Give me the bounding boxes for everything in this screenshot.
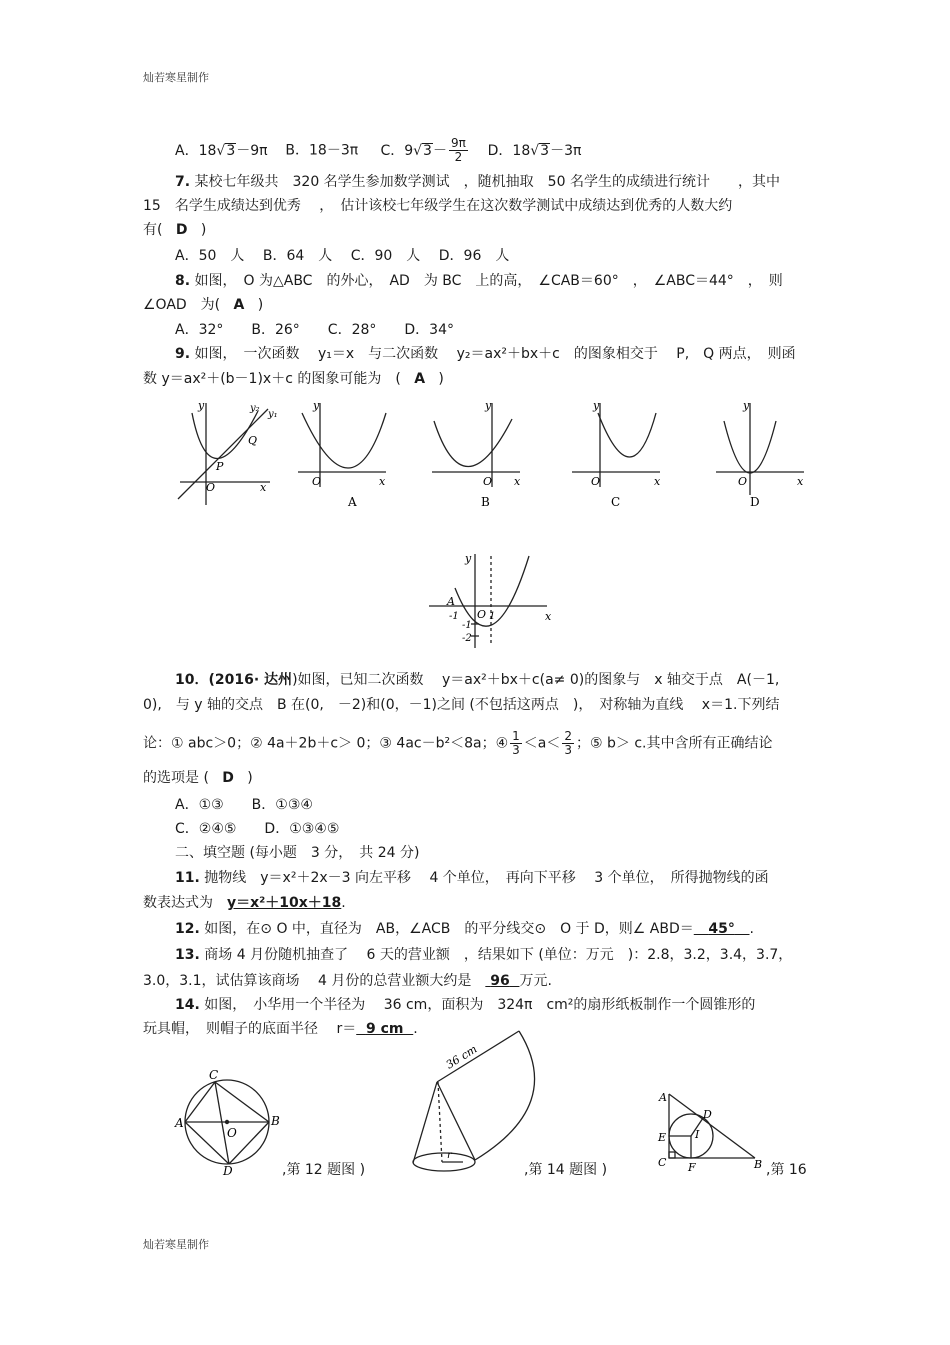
figure-12-caption: ,第 12 题图 ) xyxy=(282,1162,366,1178)
svg-text:O: O xyxy=(483,475,493,488)
q9-answer: A xyxy=(414,371,426,387)
q6-option-d: D．18√3－3π xyxy=(487,142,582,159)
figure-16-triangle xyxy=(655,1088,767,1176)
q7-line-1: 7. 某校七年级共 320 名学生参加数学测试 ，随机抽取 50 名学生的成绩进行统计 ，其中 xyxy=(175,174,780,190)
svg-text:-1: -1 xyxy=(449,611,459,622)
svg-text:x: x xyxy=(797,475,804,488)
svg-text:1: 1 xyxy=(489,611,496,622)
q9-choice-a-label: A xyxy=(348,495,357,509)
q6-option-a: A．18√3－9π xyxy=(175,142,268,159)
svg-text:D: D xyxy=(223,1164,233,1177)
q9-original-graph xyxy=(178,403,270,505)
svg-text:y: y xyxy=(198,399,205,412)
q14-line-1: 14. 如图， 小华用一个半径为 36 cm，面积为 324π cm²的扇形纸板制作一个圆锥形的 xyxy=(175,997,756,1013)
q10-line-2: 0), 与 y 轴的交点 B 在(0, －2)和(0，－1)之间 (不包括这两点 )， 对称轴为直线 x＝1.下列结 xyxy=(143,697,780,713)
svg-text:-2: -2 xyxy=(462,633,472,644)
svg-text:O: O xyxy=(312,475,322,488)
q6-option-b: B．18－3π xyxy=(285,142,359,159)
q9-choice-d-label: D xyxy=(750,495,760,509)
svg-text:B: B xyxy=(271,1114,280,1128)
q10-options-cd: C．②④⑤ D．①③④⑤ xyxy=(175,821,340,837)
q10-options-ab: A．①③ B．①③④ xyxy=(175,797,313,813)
svg-text:O: O xyxy=(591,475,601,488)
q7-options: A．50 人 B．64 人 C．90 人 D．96 人 xyxy=(175,248,510,264)
q12-answer: 45° xyxy=(708,921,735,937)
svg-text:x: x xyxy=(514,475,521,488)
q9-line-1: 9. 如图， 一次函数 y₁＝x 与二次函数 y₂＝ax²＋bx＋c 的图象相交于 P, Q 两点， 则函 xyxy=(175,346,796,362)
q11-line-2: 数表达式为 y＝x²＋10x＋18. xyxy=(143,895,346,911)
q13-line-2: 3.0，3.1，试估算该商场 4 月份的总营业额大约是 96 万元. xyxy=(143,973,552,989)
footer-watermark: 灿若寒星制作 xyxy=(143,1238,209,1251)
svg-text:O: O xyxy=(227,1126,237,1140)
q7-line-3: 有( D ) xyxy=(143,222,207,238)
q13-line-1: 13. 商场 4 月份随机抽查了 6 天的营业额 ，结果如下 (单位：万元 )：2.8，3.2，3.4，3.7， xyxy=(175,947,793,963)
q10-figure xyxy=(425,548,560,650)
svg-text:C: C xyxy=(209,1068,219,1082)
q9-choice-c-graph xyxy=(572,403,660,487)
q6-option-c: C．9√3－ $\frac{9\pi}{2}$ xyxy=(380,136,466,164)
q8-line-2: ∠OAD 为( A ) xyxy=(143,297,264,313)
q14-answer: 9 cm xyxy=(365,1021,404,1037)
svg-text:y: y xyxy=(593,399,600,412)
q10-line-1: 10．(2016· 达州)如图，已知二次函数 y＝ax²＋bx＋c(a≠ 0)的图象与 x 轴交于点 A(－1, xyxy=(175,672,780,688)
q11-line-1: 11. 抛物线 y＝x²＋2x－3 向左平移 4 个单位， 再向下平移 3 个单位， 所得抛物线的函 xyxy=(175,870,769,886)
q13-answer: 96 xyxy=(490,973,510,989)
svg-text:y₁: y₁ xyxy=(268,409,278,420)
svg-text:x: x xyxy=(545,610,552,623)
svg-text:F: F xyxy=(688,1161,696,1174)
header-watermark: 灿若寒星制作 xyxy=(143,71,209,84)
svg-text:E: E xyxy=(658,1131,667,1144)
svg-text:y: y xyxy=(485,399,492,412)
svg-text:C: C xyxy=(658,1156,667,1169)
svg-text:P: P xyxy=(216,460,224,473)
q9-choice-d-graph xyxy=(716,403,804,495)
svg-text:x: x xyxy=(260,481,267,494)
figure-14-cone xyxy=(405,1025,555,1177)
q6-options xyxy=(175,137,581,164)
q12-line: 12. 如图，在⊙ O 中，直径为 AB，∠ACB 的平分线交⊙ O 于 D，则∠ ABD＝ 45° . xyxy=(175,921,754,937)
svg-text:y₂: y₂ xyxy=(250,403,260,414)
svg-text:x: x xyxy=(379,475,386,488)
q10-answer: D xyxy=(222,770,234,786)
figure-14-caption: ,第 14 题图 ) xyxy=(524,1162,608,1178)
svg-text:x: x xyxy=(654,475,661,488)
svg-text:Q: Q xyxy=(248,434,258,447)
svg-text:y: y xyxy=(743,399,750,412)
q10-line-4: 的选项是 ( D ) xyxy=(143,770,253,786)
svg-text:B: B xyxy=(754,1158,763,1171)
q9-choice-b-graph xyxy=(432,403,520,487)
svg-text:36 cm: 36 cm xyxy=(443,1042,480,1072)
figure-16-caption: ,第 16 xyxy=(766,1162,807,1178)
q9-line-2: 数 y＝ax²＋(b－1)x＋c 的图象可能为 ( A ) xyxy=(143,371,444,387)
q9-figures xyxy=(170,395,810,515)
q7-line-2: 15 名学生成绩达到优秀 ， 估计该校七年级学生在这次数学测试中成绩达到优秀的人数大约 xyxy=(143,198,733,214)
q10-line-3: 论：① abc＞0；② 4a＋2b＋c＞ 0；③ 4ac－b²＜8a；④ $\frac{1}{3}$ ＜a＜ $\frac{2}{3}$ ；⑤ b＞ c.其中含所有正确结论 xyxy=(143,729,773,757)
svg-text:A: A xyxy=(447,595,455,608)
svg-text:D: D xyxy=(703,1108,712,1121)
svg-text:A: A xyxy=(659,1091,667,1104)
q8-line-1: 8. 如图， O 为△ABC 的外心， AD 为 BC 上的高， ∠CAB＝60° ， ∠ABC＝44° ， 则 xyxy=(175,273,783,289)
svg-text:O: O xyxy=(477,608,487,621)
svg-text:I: I xyxy=(695,1128,700,1141)
q14-line-2: 玩具帽， 则帽子的底面半径 r＝ 9 cm . xyxy=(143,1021,418,1037)
q8-answer: A xyxy=(233,297,245,313)
q11-answer: y＝x²＋10x＋18 xyxy=(227,895,342,911)
svg-text:-1: -1 xyxy=(462,620,472,631)
figure-12-circle xyxy=(172,1065,284,1177)
q9-choice-b-label: B xyxy=(481,495,490,509)
svg-text:r: r xyxy=(447,1150,452,1161)
q8-options: A．32° B．26° C．28° D．34° xyxy=(175,322,454,338)
section-2-title: 二、填空题 (每小题 3 分， 共 24 分) xyxy=(175,845,420,861)
svg-text:y: y xyxy=(465,552,472,565)
svg-text:y: y xyxy=(313,399,320,412)
q9-choice-c-label: C xyxy=(611,495,621,509)
svg-text:O: O xyxy=(738,475,748,488)
svg-text:O: O xyxy=(206,481,216,494)
q7-answer: D xyxy=(175,222,188,238)
svg-text:A: A xyxy=(175,1116,184,1130)
